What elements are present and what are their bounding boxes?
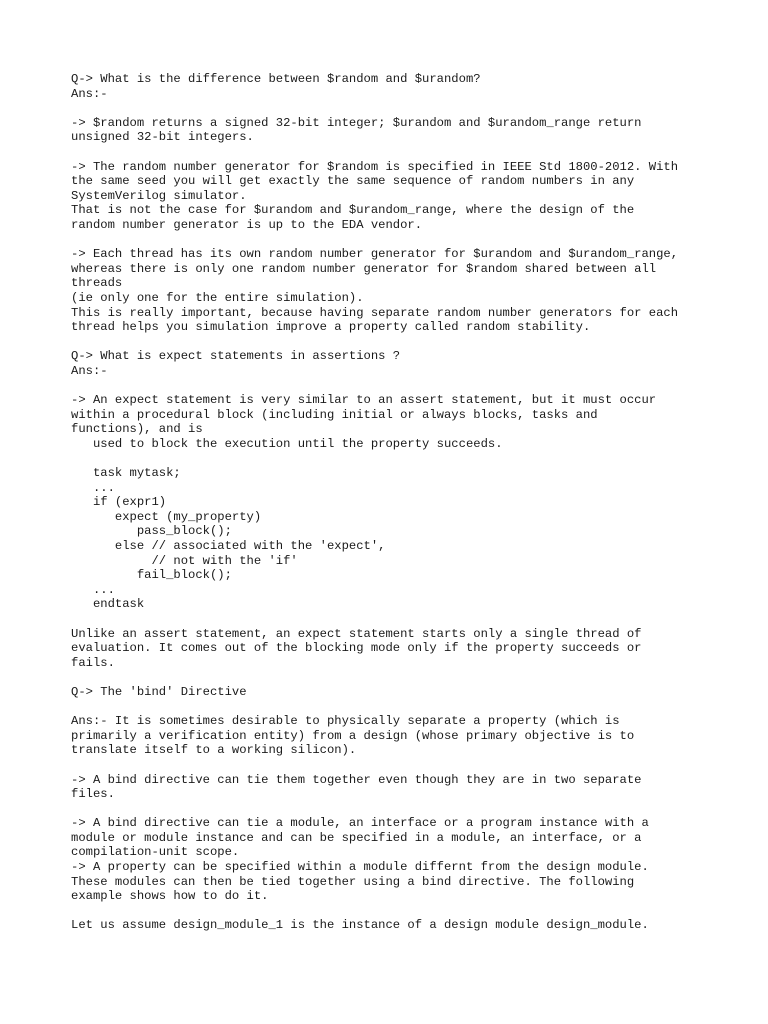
text-line: else // associated with the 'expect', xyxy=(71,539,386,553)
text-line: ... xyxy=(71,582,115,597)
text-line: functions), and is xyxy=(71,422,203,437)
text-line: expect (my_property) xyxy=(71,509,262,524)
text-line xyxy=(71,758,711,773)
document-body xyxy=(71,72,711,933)
text-line xyxy=(71,451,711,466)
text-line: pass_block(); xyxy=(71,524,232,539)
text-line: Ans:- xyxy=(71,363,108,378)
text-line: ... xyxy=(71,480,115,495)
text-line: threads xyxy=(71,276,123,291)
text-line: within a procedural block (including initial or always blocks, tasks and xyxy=(71,407,598,422)
text-line: primarily a verification entity) from a design (whose primary objective is to xyxy=(71,728,635,743)
text-line: example shows how to do it. xyxy=(71,889,269,904)
text-line: endtask xyxy=(71,597,145,612)
text-line: used to block the execution until the property succeeds. xyxy=(71,436,503,451)
text-line: -> A property can be specified within a module differnt from the design module. xyxy=(71,860,649,875)
text-line: module or module instance and can be specified in a module, an interface, or a xyxy=(71,830,642,845)
text-line xyxy=(71,700,711,715)
text-line: Q-> The 'bind' Directive xyxy=(71,684,247,699)
text-line: thread helps you simulation improve a property called random stability. xyxy=(71,320,591,335)
text-line: random number generator is up to the EDA vendor. xyxy=(71,217,423,232)
text-line: (ie only one for the entire simulation). xyxy=(71,290,364,305)
text-line: SystemVerilog simulator. xyxy=(71,188,247,203)
text-line xyxy=(71,335,711,350)
text-line: -> Each thread has its own random number generator for $urandom and $urandom_range, xyxy=(71,247,679,262)
text-line xyxy=(71,904,711,919)
text-line: -> A bind directive can tie a module, an interface or a program instance with a xyxy=(71,816,649,831)
text-line: task mytask; xyxy=(71,466,181,481)
text-line: -> An expect statement is very similar to an assert statement, but it must occur xyxy=(71,393,657,408)
text-line: whereas there is only one random number generator for $random shared between all xyxy=(71,261,657,276)
text-line: the same seed you will get exactly the same sequence of random numbers in any xyxy=(71,174,635,189)
text-line xyxy=(71,670,711,685)
text-line: -> A bind directive can tie them together even though they are in two separate xyxy=(71,772,642,787)
text-line xyxy=(71,802,711,817)
text-line: Let us assume design_module_1 is the instance of a design module design_module. xyxy=(71,918,649,933)
text-line: This is really important, because having separate random number generators for each xyxy=(71,305,679,320)
text-line xyxy=(71,233,711,248)
text-line: unsigned 32-bit integers. xyxy=(71,130,254,145)
text-line: if (expr1) xyxy=(71,495,167,510)
text-line xyxy=(71,101,711,116)
text-line: -> The random number generator for $random is specified in IEEE Std 1800-2012. With xyxy=(71,159,679,174)
text-line: files. xyxy=(71,787,115,802)
text-line xyxy=(71,378,711,393)
text-line: These modules can then be tied together using a bind directive. The following xyxy=(71,874,635,889)
text-line: Unlike an assert statement, an expect statement starts only a single thread of xyxy=(71,626,642,641)
text-line: compilation-unit scope. xyxy=(71,845,240,860)
text-line: Q-> What is the difference between $random and $urandom? xyxy=(71,72,481,86)
text-line xyxy=(71,145,711,160)
text-line: That is not the case for $urandom and $urandom_range, where the design of the xyxy=(71,203,635,218)
text-line xyxy=(71,612,711,627)
text-line: Ans:- xyxy=(71,86,108,101)
text-line: evaluation. It comes out of the blocking mode only if the property succeeds or xyxy=(71,641,642,656)
text-line: Q-> What is expect statements in assertions ? xyxy=(71,349,401,364)
text-line: translate itself to a working silicon). xyxy=(71,743,357,758)
text-line: fails. xyxy=(71,655,115,670)
text-line: Ans:- It is sometimes desirable to physically separate a property (which is xyxy=(71,714,620,729)
text-line: // not with the 'if' xyxy=(71,553,298,568)
text-line: fail_block(); xyxy=(71,568,232,583)
text-line: -> $random returns a signed 32-bit integer; $urandom and $urandom_range return xyxy=(71,115,642,130)
